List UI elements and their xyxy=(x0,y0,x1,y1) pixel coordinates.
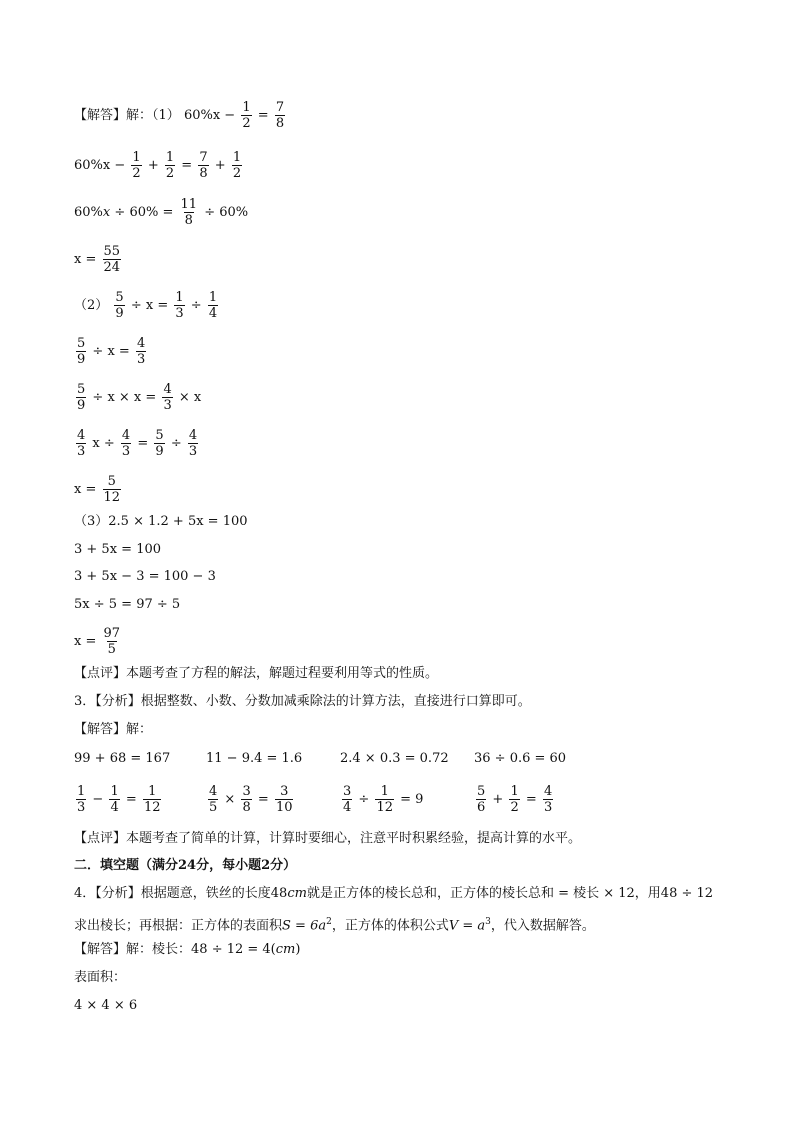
equation-line: 5x ÷ 5 = 97 ÷ 5 xyxy=(74,597,181,612)
review-text: 【点评】本题考查了方程的解法，解题过程要利用等式的性质。 xyxy=(74,666,439,681)
equation-line: x = $\frac{97}{5}$ xyxy=(74,626,121,657)
equation-line: $\frac{5}{9}$ ÷ x × x = $\frac{4}{3}$ × x xyxy=(77,382,202,413)
fraction: $\frac{7}{8}$ xyxy=(275,100,285,131)
calc-item: 2.4 × 0.3 = 0.72 xyxy=(340,751,449,766)
calc-item: 36 ÷ 0.6 = 60 xyxy=(474,751,567,766)
equation-line: x = $\frac{55}{24}$ xyxy=(74,244,121,275)
calc-item: $\frac{4}{5}$ × $\frac{3}{8}$ = $\frac{3}{10}$ xyxy=(209,784,293,815)
answer-line-1: 【解答】解：（1） 60%x − $\frac{1}{2}$ = $\frac{7}{8}$ xyxy=(74,100,285,131)
equation-line: $\frac{5}{9}$ ÷ x = $\frac{4}{3}$ xyxy=(77,336,146,367)
calc-item: 11 − 9.4 = 1.6 xyxy=(206,751,303,766)
q4-surface-expr: 4 × 4 × 6 xyxy=(74,998,138,1013)
q4-answer: 【解答】解：棱长：48 ÷ 12 = 4(cm) xyxy=(74,942,301,957)
q3-answer-label: 【解答】解： xyxy=(74,722,153,737)
equation-line: 3 + 5x − 3 = 100 − 3 xyxy=(74,569,216,584)
q4-analysis-line1: 4．【分析】根据题意，铁丝的长度48cm就是正方体的棱长总和，正方体的棱长总和 = 棱长 × 12，用48 ÷ 12 xyxy=(74,886,714,901)
equation-line: $\frac{4}{3}$ x ÷ $\frac{4}{3}$ = $\frac{5}{9}$ ÷ $\frac{4}{3}$ xyxy=(77,428,198,459)
calc-item: 99 + 68 = 167 xyxy=(74,751,171,766)
section-title: 二．填空题（满分24分，每小题2分） xyxy=(74,858,297,873)
calc-item: $\frac{3}{4}$ ÷ $\frac{1}{12}$ = 9 xyxy=(343,784,424,815)
equation-line: 60%x − $\frac{1}{2}$ + $\frac{1}{2}$ = $\frac{7}{8}$ + $\frac{1}{2}$ xyxy=(74,150,242,181)
fraction: $\frac{1}{2}$ xyxy=(242,100,251,131)
equation-line: 60%x ÷ 60% = $\frac{11}{8}$ ÷ 60% xyxy=(74,197,249,228)
equation-line: （3）2.5 × 1.2 + 5x = 100 xyxy=(74,514,248,529)
answer-label: 【解答】解： xyxy=(74,108,153,123)
calc-item: $\frac{5}{6}$ + $\frac{1}{2}$ = $\frac{4}{3}$ xyxy=(477,784,553,815)
equation-line: 3 + 5x = 100 xyxy=(74,542,162,557)
equation-line: （2） $\frac{5}{9}$ ÷ x = $\frac{1}{3}$ ÷ $\frac{1}{4}$ xyxy=(74,290,218,321)
calc-item: $\frac{1}{3}$ − $\frac{1}{4}$ = $\frac{1}{12}$ xyxy=(77,784,161,815)
q3-analysis: 3．【分析】根据整数、小数、分数加减乘除法的计算方法，直接进行口算即可。 xyxy=(74,694,531,709)
q4-analysis-line2: 求出棱长；再根据：正方体的表面积$S = 6a^2$，正方体的体积公式$V = a^3$，代入数据解答。 xyxy=(74,917,595,934)
q4-surface-label: 表面积： xyxy=(74,970,127,985)
equation-line: x = $\frac{5}{12}$ xyxy=(74,474,121,505)
review-text: 【点评】本题考查了简单的计算，计算时要细心，注意平时积累经验，提高计算的水平。 xyxy=(74,831,582,846)
